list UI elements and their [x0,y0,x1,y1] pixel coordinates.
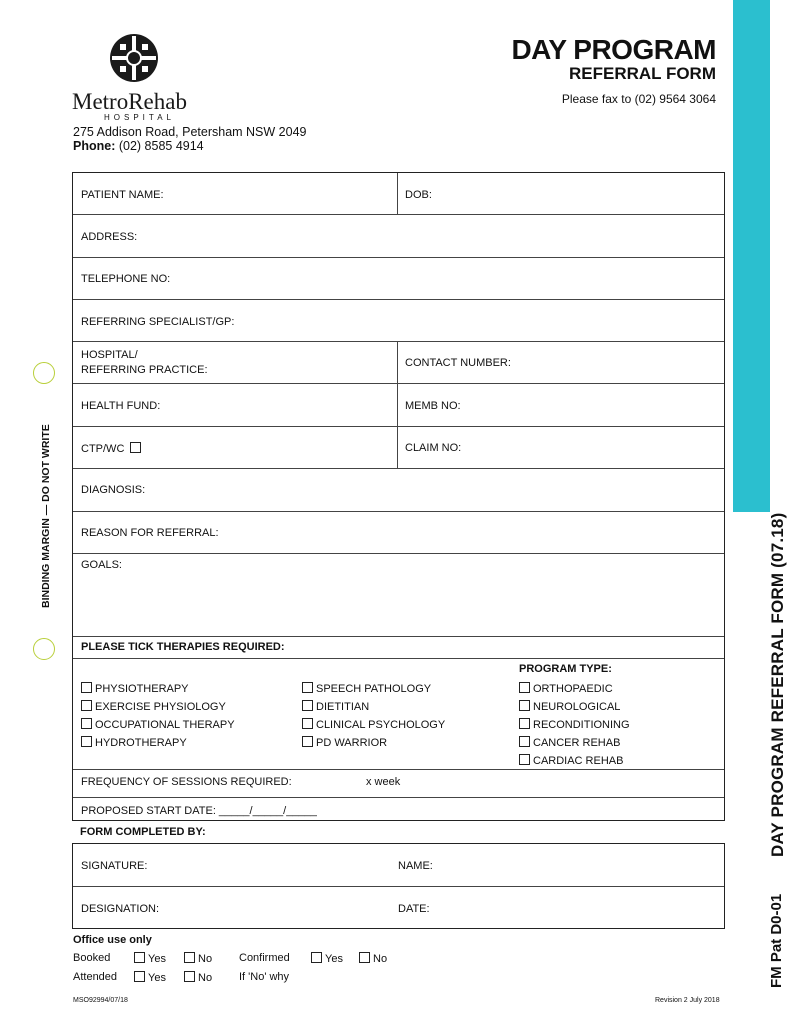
hospital-label-line1: HOSPITAL/ [81,349,138,361]
confirmed-label: Confirmed [239,952,290,964]
office-use-heading: Office use only [73,934,152,946]
fax-note: Please fax to (02) 9564 3064 [561,92,716,106]
ctp-checkbox-box[interactable] [130,442,141,453]
memb-no-field[interactable]: MEMB NO: [405,400,461,412]
form-title: DAY PROGRAM [511,34,716,65]
ctp-wc-checkbox[interactable] [81,442,144,455]
form-subtitle: REFERRAL FORM [568,64,716,83]
referral-form [72,172,725,821]
footer-revision: Revision 2 July 2018 [655,997,720,1004]
referring-gp-field[interactable]: REFERRING SPECIALIST/GP: [81,316,235,328]
phone-label: Phone: [73,139,116,153]
booked-yes[interactable]: Yes [134,952,166,965]
hospital-phone [73,139,204,153]
hospital-address: 275 Addison Road, Petersham NSW 2049 [73,125,307,139]
contact-number-field[interactable]: CONTACT NUMBER: [405,357,511,369]
if-no-why-field[interactable]: If 'No' why [239,971,290,983]
date-field[interactable]: DATE: [398,903,430,915]
metrorehab-logo-icon [108,32,160,84]
therapy-pd-warrior[interactable]: PD WARRIOR [302,736,387,749]
tick-therapies-heading: PLEASE TICK THERAPIES REQUIRED: [81,641,285,653]
diagnosis-field[interactable]: DIAGNOSIS: [81,484,146,496]
therapy-exercise-physiology[interactable]: EXERCISE PHYSIOLOGY [81,700,226,713]
binding-hole-bottom [33,638,55,660]
health-fund-field[interactable]: HEALTH FUND: [81,400,161,412]
attended-no[interactable]: No [184,971,212,984]
therapy-dietitian[interactable]: DIETITIAN [302,700,369,713]
program-orthopaedic[interactable]: ORTHOPAEDIC [519,682,613,695]
completed-by-box [72,843,725,929]
accent-sidebar [733,0,770,512]
therapy-clinical-psychology[interactable]: CLINICAL PSYCHOLOGY [302,718,445,731]
reason-field[interactable]: REASON FOR REFERRAL: [81,527,219,539]
address-field[interactable]: ADDRESS: [81,231,138,243]
program-type-heading: PROGRAM TYPE: [519,663,612,675]
attended-yes[interactable]: Yes [134,971,166,984]
therapy-occupational[interactable]: OCCUPATIONAL THERAPY [81,718,235,731]
program-neurological[interactable]: NEUROLOGICAL [519,700,620,713]
telephone-field[interactable]: TELEPHONE NO: [81,273,171,285]
dob-field[interactable]: DOB: [405,189,432,201]
brand-name: MetroRehab [72,89,187,114]
program-cardiac-rehab[interactable]: CARDIAC REHAB [519,754,623,767]
side-form-title: DAY PROGRAM REFERRAL FORM (07.18) [768,512,787,857]
brand-sub: HOSPITAL [104,113,175,122]
program-reconditioning[interactable]: RECONDITIONING [519,718,630,731]
phone-number: (02) 8585 4914 [118,139,204,153]
completed-by-heading: FORM COMPLETED BY: [80,826,206,838]
name-field[interactable]: NAME: [398,860,433,872]
therapy-speech-pathology[interactable]: SPEECH PATHOLOGY [302,682,431,695]
confirmed-no[interactable]: No [359,952,387,965]
signature-field[interactable]: SIGNATURE: [81,860,148,872]
patient-name-field[interactable]: PATIENT NAME: [81,189,164,201]
start-date-field[interactable]: PROPOSED START DATE: _____/_____/_____ [81,805,317,817]
ctp-wc-label: CTP/WC [81,443,125,455]
binding-margin-note: BINDING MARGIN — DO NOT WRITE [40,424,52,608]
frequency-field[interactable]: FREQUENCY OF SESSIONS REQUIRED: [81,776,292,788]
designation-field[interactable]: DESIGNATION: [81,903,160,915]
therapy-hydrotherapy[interactable]: HYDROTHERAPY [81,736,187,749]
claim-no-field[interactable]: CLAIM NO: [405,442,462,454]
side-form-code: FM Pat D0-01 [768,893,785,988]
booked-no[interactable]: No [184,952,212,965]
binding-hole-top [33,362,55,384]
hospital-practice-field[interactable]: REFERRING PRACTICE: [81,364,208,376]
booked-label: Booked [73,952,111,964]
program-cancer-rehab[interactable]: CANCER REHAB [519,736,620,749]
therapy-physiotherapy[interactable]: PHYSIOTHERAPY [81,682,189,695]
confirmed-yes[interactable]: Yes [311,952,343,965]
goals-field[interactable]: GOALS: [81,559,122,571]
attended-label: Attended [73,971,118,983]
footer-code: MSO92994/07/18 [73,997,128,1004]
x-week-label: x week [366,776,401,788]
